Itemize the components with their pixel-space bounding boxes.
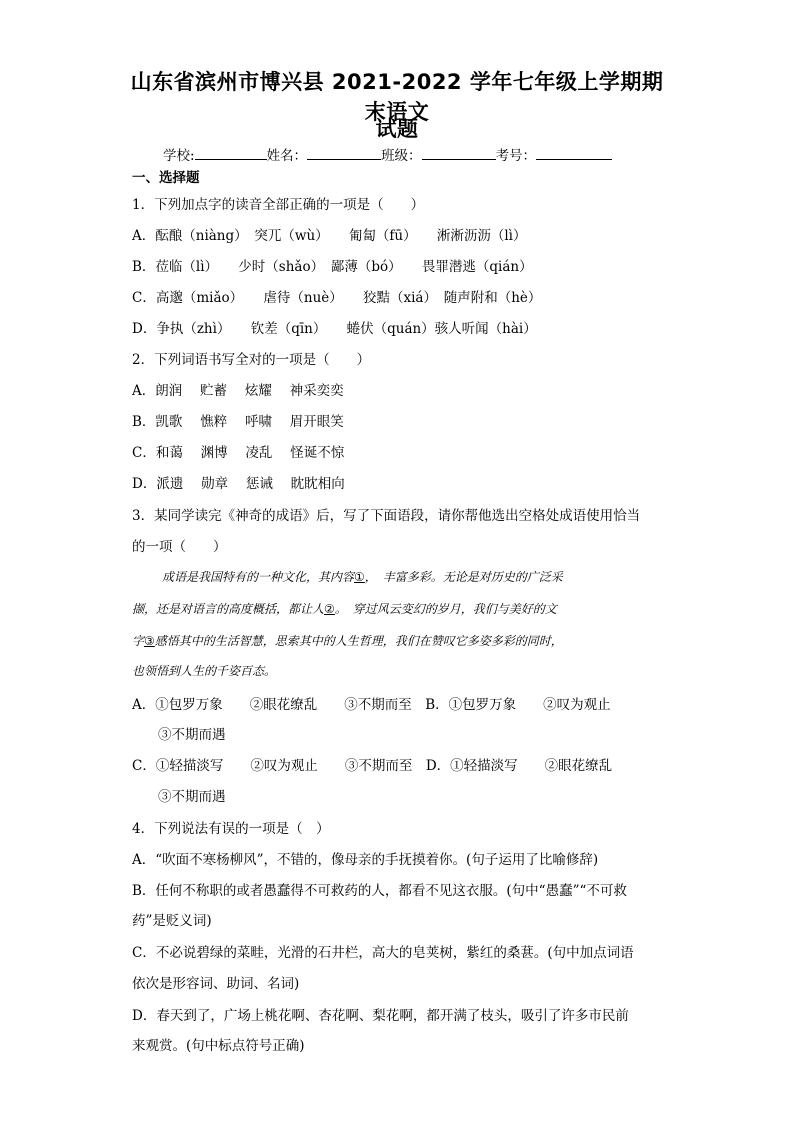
q1-stem: 1．下列加点字的读音全部正确的一项是（ ） <box>132 197 425 213</box>
passage-text: 。 穿过风云变幻的岁月，我们与美好的文 <box>334 602 557 616</box>
q4-stem: 4．下列说法有误的一项是（ ） <box>132 821 330 837</box>
blank-2: ② <box>324 602 335 616</box>
q3-passage-line4: 也领悟到人生的千姿百态。 <box>132 664 277 678</box>
q2-option-c: C．和蔼 渊博 凌乱 怪诞不惊 <box>132 445 345 461</box>
exam-title-line1: 山东省滨州市博兴县 2021-2022 学年七年级上学期期末语文 <box>130 70 664 124</box>
passage-text: 撷，还是对语言的高度概括，都让人 <box>132 602 325 616</box>
name-label: 姓名： <box>266 148 308 164</box>
q3-options-cd: C．①轻描淡写 ②叹为观止 ③不期而至 D．①轻描淡写 ②眼花缭乱 <box>132 758 613 774</box>
q3-option-b-cont: ③不期而遇 <box>158 727 226 743</box>
school-blank <box>195 145 267 160</box>
q3-options-ab: A．①包罗万象 ②眼花缭乱 ③不期而至 B．①包罗万象 ②叹为观止 <box>132 697 611 713</box>
q2-stem: 2．下列词语书写全对的一项是（ ） <box>132 352 371 368</box>
number-blank <box>536 145 612 160</box>
blank-3: ③ <box>144 634 155 648</box>
passage-text: 成语是我国特有的一种文化，其内容 <box>162 570 355 584</box>
q3-option-d-cont: ③不期而遇 <box>158 789 226 805</box>
passage-text: 字 <box>132 634 145 648</box>
school-label: 学校: <box>163 148 195 164</box>
q4-option-b-line2: 药”是贬义词) <box>132 913 212 929</box>
q1-option-c: C．高邈（miǎo） 虐待（nuè） 狡黠（xiá） 随声附和（hè） <box>132 290 542 306</box>
section-heading: 一、选择题 <box>132 170 200 186</box>
class-blank <box>422 145 496 160</box>
q4-option-b-line1: B．任何不称职的或者愚蠢得不可救药的人，都看不见这衣服。(句中“愚蠢”“不可救 <box>132 883 627 899</box>
q2-option-d: D．派遗 勋章 惩诫 眈眈相向 <box>132 476 345 492</box>
q4-option-a: A．“吹面不寒杨柳风”，不错的，像母亲的手抚摸着你。(句子运用了比喻修辞) <box>132 852 599 868</box>
blank-1: ① <box>354 570 365 584</box>
q4-option-c-line2: 依次是形容词、助词、名词) <box>132 976 300 992</box>
q1-option-b: B．莅临（lì） 少时（shǎo） 鄙薄（bó） 畏罪潜逃（qián） <box>132 259 533 275</box>
q3-stem-line1: 3．某同学读完《神奇的成语》后，写了下面语段，请你帮他选出空格处成语使用恰当 <box>132 508 641 524</box>
q1-option-d: D．争执（zhì） 钦差（qīn） 蜷伏（quán）骇人听闻（hài） <box>132 321 537 337</box>
q4-option-d-line1: D．春天到了，广场上桃花啊、杏花啊、梨花啊，都开满了枝头，吸引了许多市民前 <box>132 1008 629 1024</box>
q2-option-b: B．凯歌 憔粹 呼啸 眉开眼笑 <box>132 414 344 430</box>
student-info-row <box>163 144 612 164</box>
exam-title-line2: 试题 <box>375 117 419 141</box>
q3-passage-line3 <box>132 632 563 649</box>
q3-passage-line1 <box>162 568 563 585</box>
q3-passage-line2 <box>132 600 557 617</box>
q1-option-a: A．酝酿（niàng） 突兀（wù） 匍匐（fū） 淅淅沥沥（lì） <box>132 228 527 244</box>
q2-option-a: A．朗润 贮蓄 炫耀 神采奕奕 <box>132 383 344 399</box>
q3-stem-line2: 的一项（ ） <box>132 539 227 555</box>
passage-text: 感悟其中的生活智慧，思索其中的人生哲理，我们在赞叹它多姿多彩的同时， <box>154 634 563 648</box>
class-label: 班级： <box>381 148 422 164</box>
q4-option-d-line2: 来观赏。(句中标点符号正确) <box>132 1038 305 1054</box>
q4-option-c-line1: C．不必说碧绿的菜畦，光滑的石井栏，高大的皂荚树，紫红的桑葚。(句中加点词语 <box>132 945 634 961</box>
name-blank <box>307 145 381 160</box>
number-label: 考号： <box>495 148 537 164</box>
passage-text: ， 丰富多彩。无论是对历史的广泛采 <box>364 570 563 584</box>
